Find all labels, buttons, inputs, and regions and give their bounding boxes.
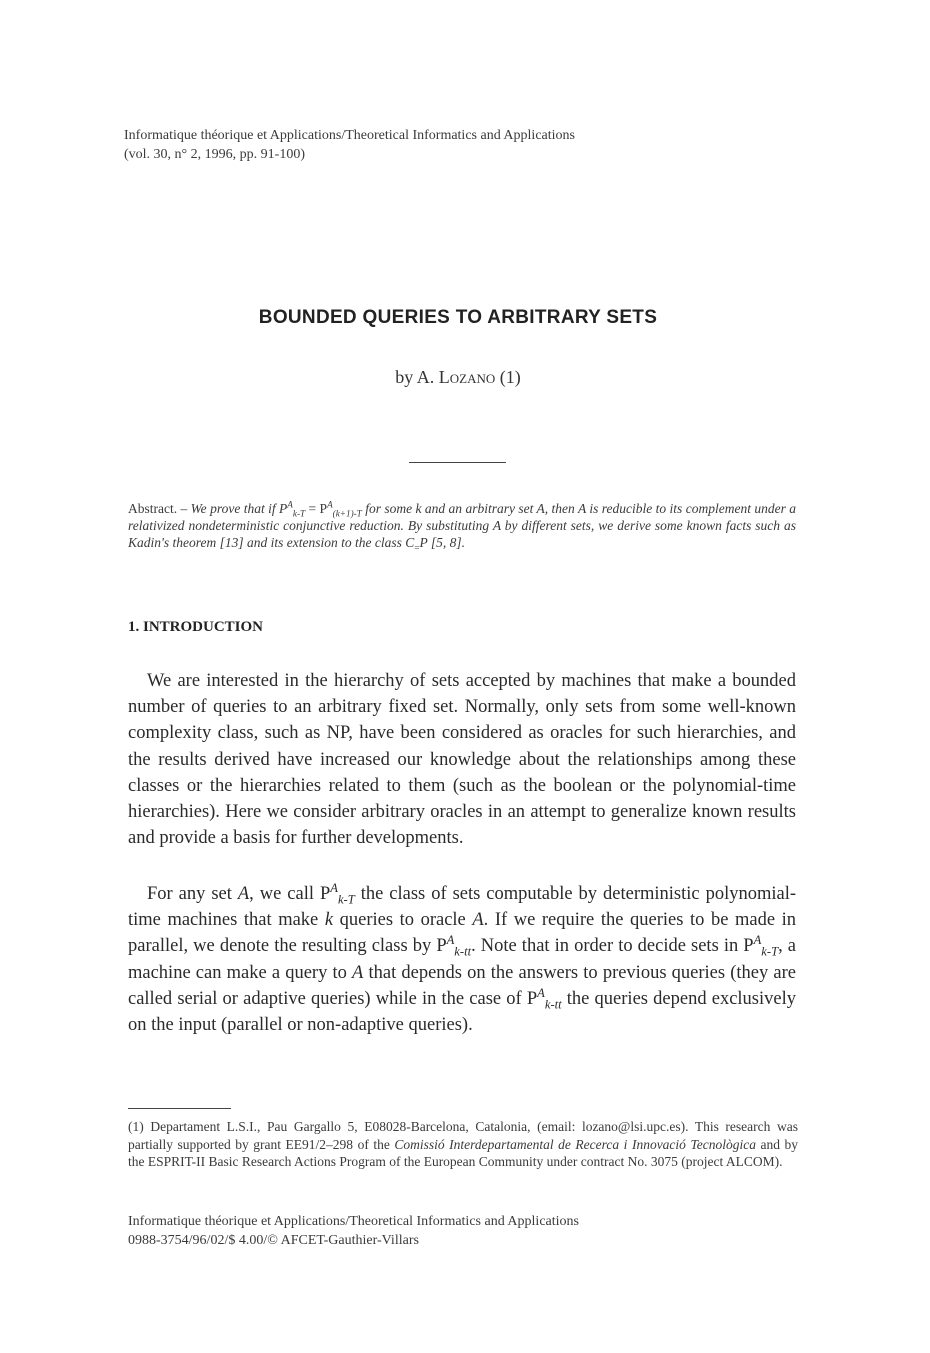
section-heading: 1. INTRODUCTION [128, 619, 264, 635]
abstract-text-2: for some k and an arbitrary set A, then A is reducible to its complement under a relativized nondeterministic conjunctive reduction. By substituting A by different sets, we derive some known facts such as Kadin's theorem [13] and its extension to the class C [128, 501, 796, 550]
title-separator [409, 462, 506, 463]
intro-paragraph-2 [128, 881, 796, 1038]
article-title: BOUNDED QUERIES TO ARBITRARY SETS [258, 307, 658, 328]
para-2-text: the queries depend exclusively on the input (parallel or non-adaptive queries). [128, 988, 796, 1036]
para-2-text: that depends on the answers to previous queries (they are called serial or adaptive queries) while in the case of P [128, 962, 796, 1009]
footnote-rest: and by the ESPRIT-II Basic Research Actions Program of the European Community under contract No. 3075 (project ALCOM). [128, 1136, 798, 1169]
abstract: Abstract. – We prove that if $P^A_{k-T} = P^A_{(k+1)-T}$ for some k and an arbitrary set A, then A is reducible to its complement under a relativized nondeterministic conjunctive reduction. By substituting A by different sets, we derive some known facts such as Kadin's theorem [13] and its extension to the class $C_=P$ [5, 8]. [128, 499, 796, 553]
para-2-text: queries to oracle [333, 910, 473, 931]
by-label: by A. [395, 367, 435, 387]
class-sub: k-tt [544, 997, 562, 1012]
oracle-sup: A [753, 933, 762, 948]
oracle-sup: A [287, 499, 293, 510]
intro-paragraph-1: We are interested in the hierarchy of sets accepted by machines that make a bounded number of queries to an arbitrary fixed set. Normally, only sets from some well-known complexity class, such as NP, have been considered as oracles for such hierarchies, and the results derived have increased our knowledge about the relationships among these classes or the hierarchies related to them (such as the boolean or the polynomial-time hierarchies). Here we consider arbitrary oracles in an attempt to generalize known results and provide a basis for further developments. [128, 671, 796, 849]
oracle-sup: A [537, 985, 545, 1000]
class-sub: k-T [761, 945, 779, 960]
math-k: k [324, 910, 334, 931]
footnote-separator [128, 1108, 231, 1109]
equals-sign: = [305, 501, 320, 516]
author-footnote-mark: (1) [499, 367, 521, 387]
para-2-text: . Note that in order to decide sets in P [471, 936, 754, 957]
footnote-mark: (1) [128, 1119, 144, 1134]
para-2-text: , we call P [249, 884, 331, 904]
footnote-affiliation: Departament L.S.I., Pau Gargallo 5, E08028-Barcelona, Catalonia, (email: lozano@lsi.upc.es). This research was partially supported by grant EE91/2–298 of the [128, 1119, 798, 1152]
class-sub: k-tt [454, 945, 472, 960]
oracle-sup: A [327, 499, 333, 510]
running-header [124, 126, 575, 164]
abstract-text-3: P [5, 8]. [419, 535, 465, 550]
author-name: Lozano [438, 367, 496, 387]
oracle-sup: A [446, 933, 455, 948]
abstract-label: Abstract. – [128, 501, 188, 516]
abstract-text-1: We prove that if P [190, 501, 288, 516]
para-2-text: , a machine can make a query to [128, 936, 796, 983]
para-2-text: . If we require the queries to be made in parallel, we denote the resulting class by P [128, 910, 796, 957]
footnote-commission: Comissió Interdepartamental de Recerca i Innovació Tecnològica [394, 1136, 756, 1152]
class-sub: (k+1)-T [332, 508, 362, 519]
footnote [128, 1118, 798, 1171]
math-A: A [472, 910, 484, 931]
math-A: A [237, 884, 250, 904]
para-2-text: the class of sets computable by deterministic polynomial-time machines that make [128, 884, 796, 931]
class-sub: k-T [337, 892, 355, 907]
imprint-code: 0988-3754/96/02/$ 4.00/© AFCET-Gauthier-Villars [128, 1233, 419, 1248]
author-line [0, 367, 916, 388]
para-2-text: For any set [147, 884, 238, 904]
math-A: A [352, 962, 364, 983]
oracle-sup: A [330, 880, 338, 895]
imprint-journal: Informatique théorique et Applications/Theoretical Informatics and Applications [128, 1214, 579, 1229]
volume-info: (vol. 30, n° 2, 1996, pp. 91-100) [124, 147, 305, 162]
page-imprint [128, 1212, 579, 1250]
journal-name: Informatique théorique et Applications/Theoretical Informatics and Applications [124, 128, 575, 143]
class-sub: k-T [292, 508, 306, 519]
